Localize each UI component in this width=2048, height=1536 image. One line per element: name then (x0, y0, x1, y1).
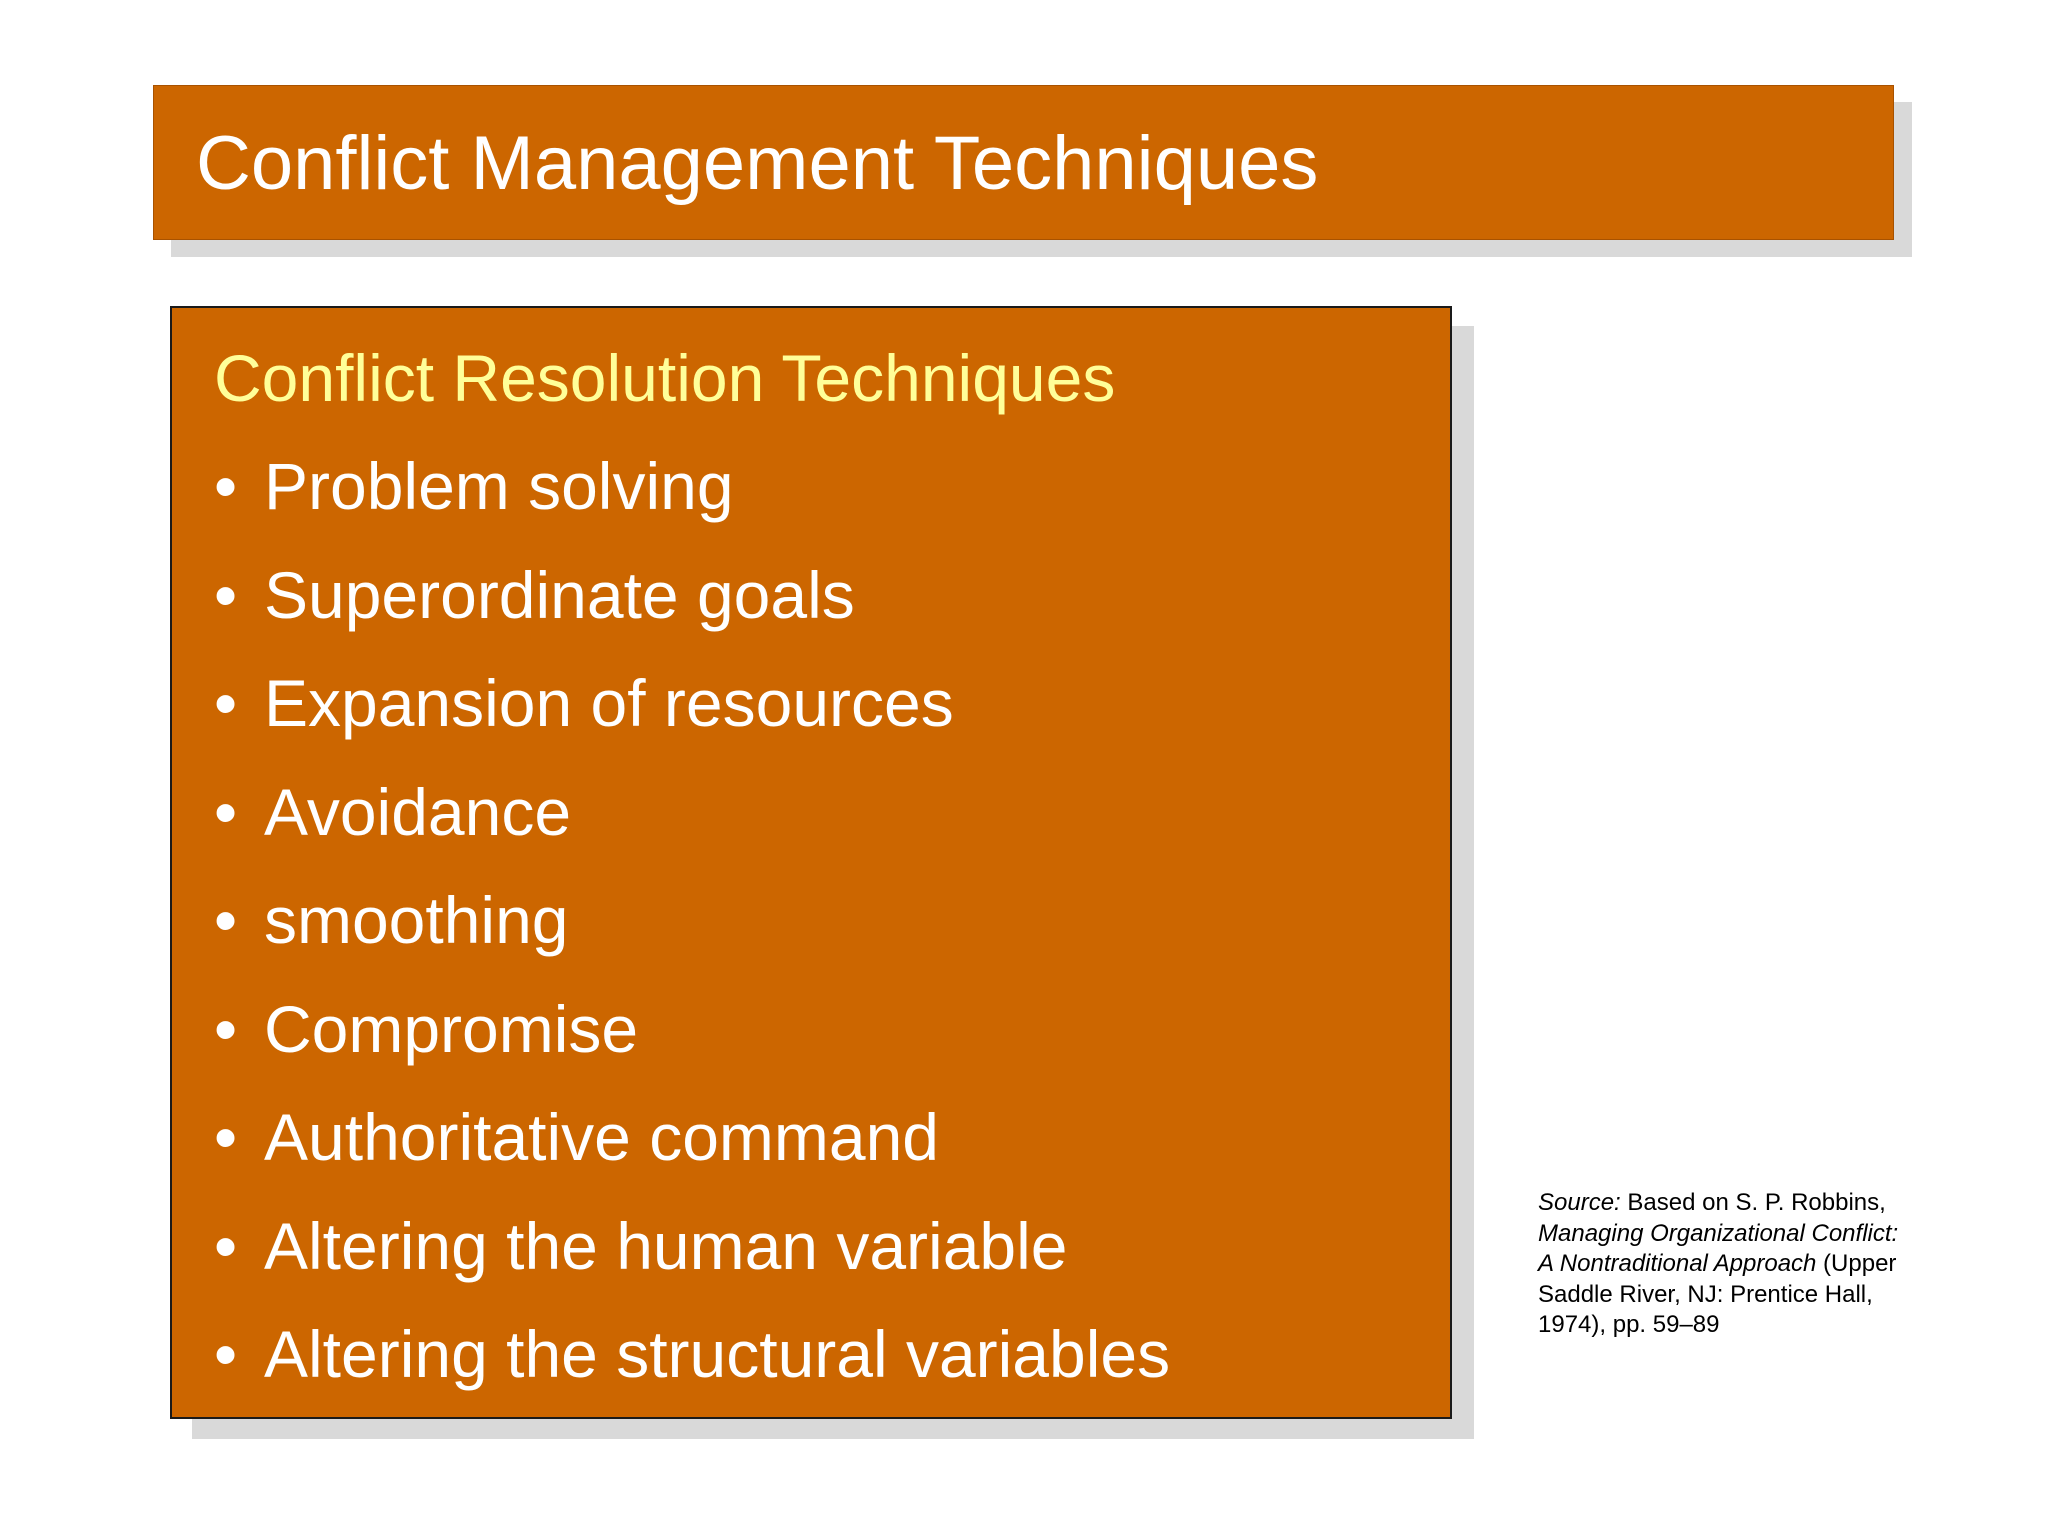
bullet-icon: • (214, 557, 238, 632)
bullet-icon: • (214, 774, 238, 849)
list-item-text: Compromise (264, 991, 639, 1066)
slide-title: Conflict Management Techniques (196, 121, 1319, 206)
citation-pages: 1974), pp. 59–89 (1538, 1311, 1720, 1338)
list-item-text: Authoritative command (264, 1100, 939, 1174)
citation-book-subtitle: A Nontraditional Approach (1538, 1250, 1817, 1277)
list-item-text: Problem solving (264, 449, 734, 523)
list-item-text: Avoidance (264, 774, 572, 849)
citation-publisher-start: (Upper (1816, 1250, 1897, 1277)
content-box (170, 306, 1452, 1419)
bullet-icon: • (214, 1100, 238, 1174)
bullet-icon: • (214, 991, 238, 1066)
bullet-icon: • (214, 666, 238, 740)
list-item-text: Superordinate goals (264, 557, 855, 632)
list-item-text: Expansion of resources (264, 666, 954, 740)
bullet-icon: • (214, 1208, 238, 1283)
bullet-icon: • (214, 449, 238, 523)
bullet-icon: • (214, 1317, 238, 1391)
section-heading: Conflict Resolution Techniques (214, 341, 1116, 415)
citation-book-title: Managing Organizational Conflict: (1538, 1219, 1899, 1247)
citation-author: Based on S. P. Robbins, (1620, 1189, 1886, 1216)
list-item-text: Altering the structural variables (264, 1317, 1171, 1391)
list-item-text: smoothing (264, 883, 569, 957)
list-item-text: Altering the human variable (264, 1208, 1068, 1283)
citation-publisher: Saddle River, NJ: Prentice Hall, (1538, 1280, 1873, 1308)
citation-line (1538, 1249, 1958, 1280)
title-bar (153, 85, 1894, 240)
source-label: Source: (1538, 1189, 1621, 1216)
bullet-icon: • (214, 883, 238, 957)
source-citation (1538, 1188, 1958, 1341)
citation-line (1538, 1188, 1958, 1219)
